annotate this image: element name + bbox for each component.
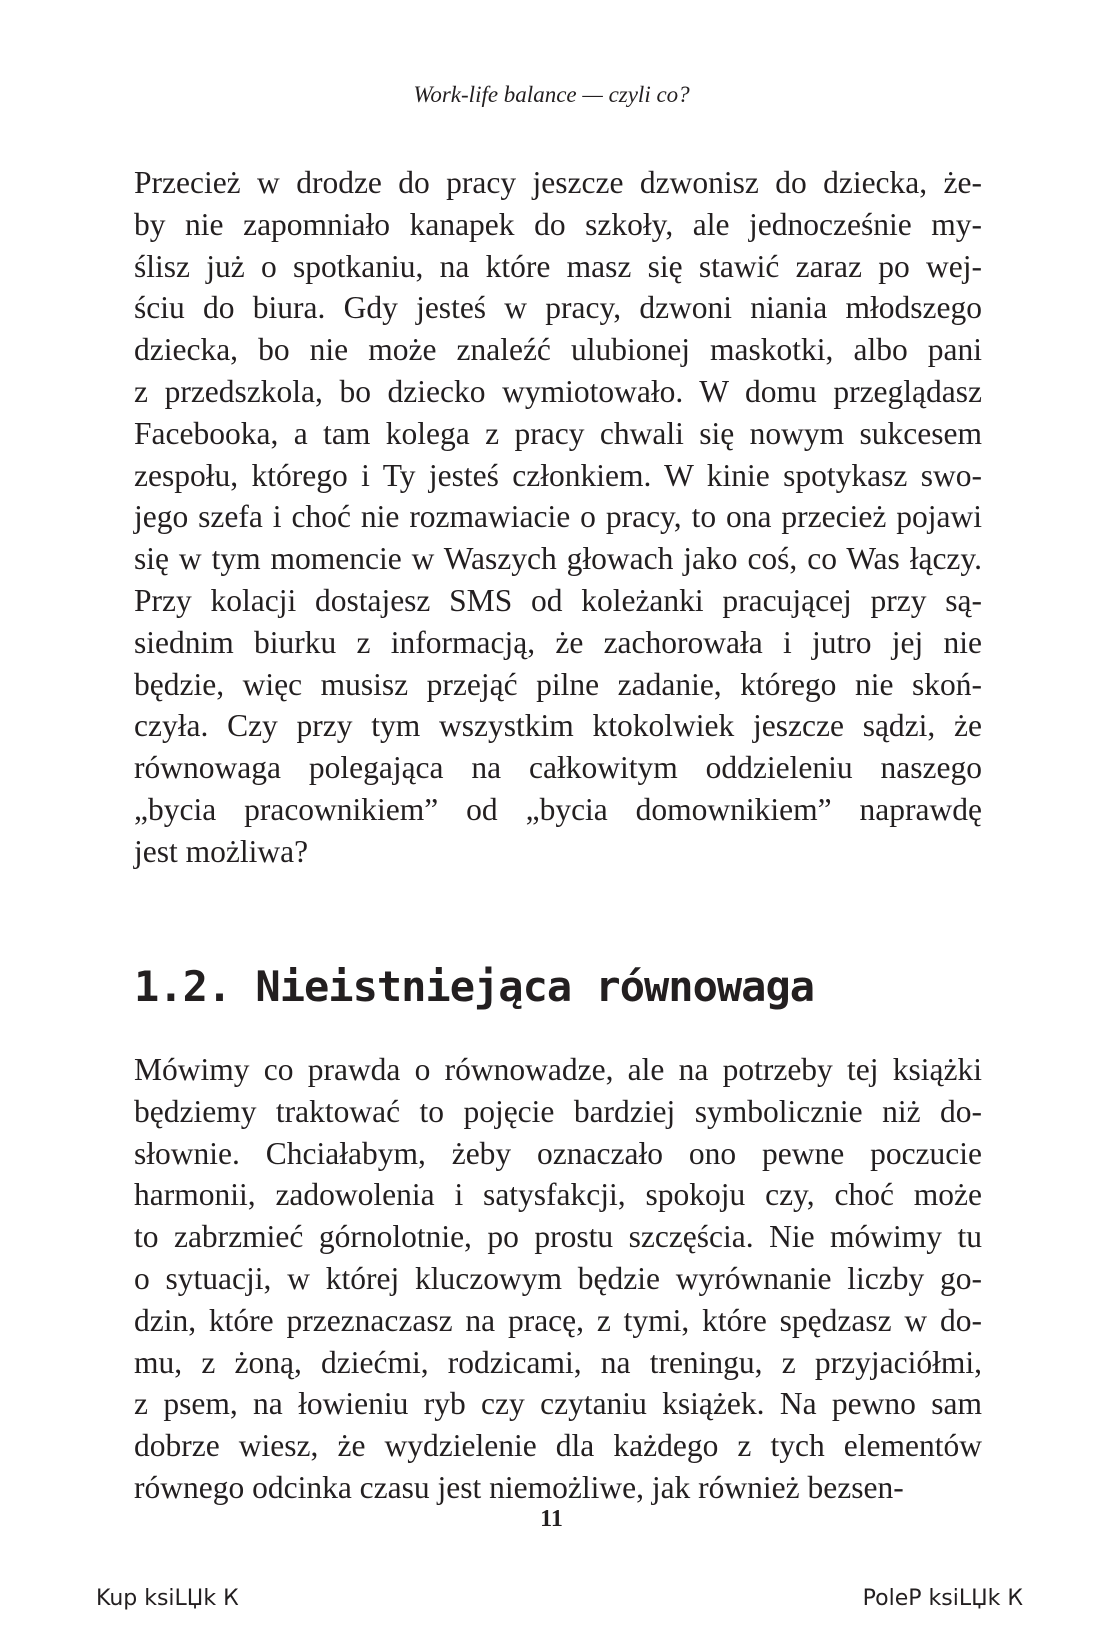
text-line: Mówimy co prawda o równowadze, ale na potrzeby tej książki — [134, 1052, 982, 1087]
text-line: siednim biurku z informacją, że zachorowała i jutro jej nie — [134, 624, 982, 660]
text-line: będzie, więc musisz przejąć pilne zadanie, którego nie skoń- — [134, 666, 982, 702]
text-line: mu, z żoną, dziećmi, rodzicami, na treningu, z przyjaciółmi, — [134, 1344, 982, 1380]
text-line: ślisz już o spotkaniu, na które masz się stawić zaraz po wej- — [134, 248, 982, 284]
text-line: słownie. Chciałabym, żeby oznaczało ono pewne poczucie — [134, 1135, 982, 1171]
text-line: równego odcinka czasu jest niemożliwe, jak również bezsen- — [134, 1469, 904, 1505]
paragraph-1 — [134, 162, 982, 873]
text-line: zespołu, którego i Ty jesteś członkiem. W kinie spotykasz swo- — [134, 457, 982, 493]
text-line: jego szefa i choć nie rozmawiacie o pracy, to ona przecież pojawi — [134, 499, 982, 535]
text-line: ściu do biura. Gdy jesteś w pracy, dzwoni niania młodszego — [134, 290, 982, 326]
buy-book-link[interactable]: Kup ksiLЏk К — [96, 1586, 239, 1611]
section-heading: 1.2. Nieistniejąca równowaga — [134, 962, 815, 1011]
running-header: Work-life balance — czyli co? — [413, 82, 690, 107]
text-line: z przedszkola, bo dziecko wymiotowało. W domu przeglądasz — [134, 373, 982, 409]
text-line: by nie zapomniało kanapek do szkoły, ale jednocześnie my- — [134, 206, 982, 242]
paragraph-2 — [134, 1049, 982, 1509]
text-line: dobrze wiesz, że wydzielenie dla każdego z tych elementów — [134, 1428, 982, 1464]
text-line: harmonii, zadowolenia i satysfakcji, spokoju czy, choć może — [134, 1177, 982, 1213]
text-line: dziecka, bo nie może znaleźć ulubionej maskotki, albo pani — [134, 332, 982, 368]
page-number: 11 — [540, 1506, 563, 1532]
text-line: „bycia pracownikiem” od „bycia domownikiem” naprawdę — [134, 791, 982, 827]
text-line: Przecież w drodze do pracy jeszcze dzwonisz do dziecka, że- — [134, 165, 982, 200]
text-line: równowaga polegająca na całkowitym oddzieleniu naszego — [134, 750, 982, 786]
text-line: jest możliwa? — [134, 833, 309, 869]
text-line: dzin, które przeznaczasz na pracę, z tymi, które spędzasz w do- — [134, 1302, 982, 1338]
recommend-book-link[interactable]: PoleP ksiLЏk К — [862, 1586, 1023, 1611]
text-line: się w tym momencie w Waszych głowach jako coś, co Was łączy. — [134, 541, 982, 577]
text-line: Przy kolacji dostajesz SMS od koleżanki pracującej przy są- — [134, 582, 982, 618]
text-line: będziemy traktować to pojęcie bardziej symbolicznie niż do- — [134, 1093, 982, 1129]
text-line: Facebooka, a tam kolega z pracy chwali się nowym sukcesem — [134, 415, 982, 451]
text-line: to zabrzmieć górnolotnie, po prostu szczęścia. Nie mówimy tu — [134, 1219, 982, 1255]
text-line: czyła. Czy przy tym wszystkim ktokolwiek jeszcze sądzi, że — [134, 708, 982, 744]
text-line: o sytuacji, w której kluczowym będzie wyrównanie liczby go- — [134, 1260, 982, 1296]
text-line: z psem, na łowieniu ryb czy czytaniu książek. Na pewno sam — [134, 1386, 982, 1422]
